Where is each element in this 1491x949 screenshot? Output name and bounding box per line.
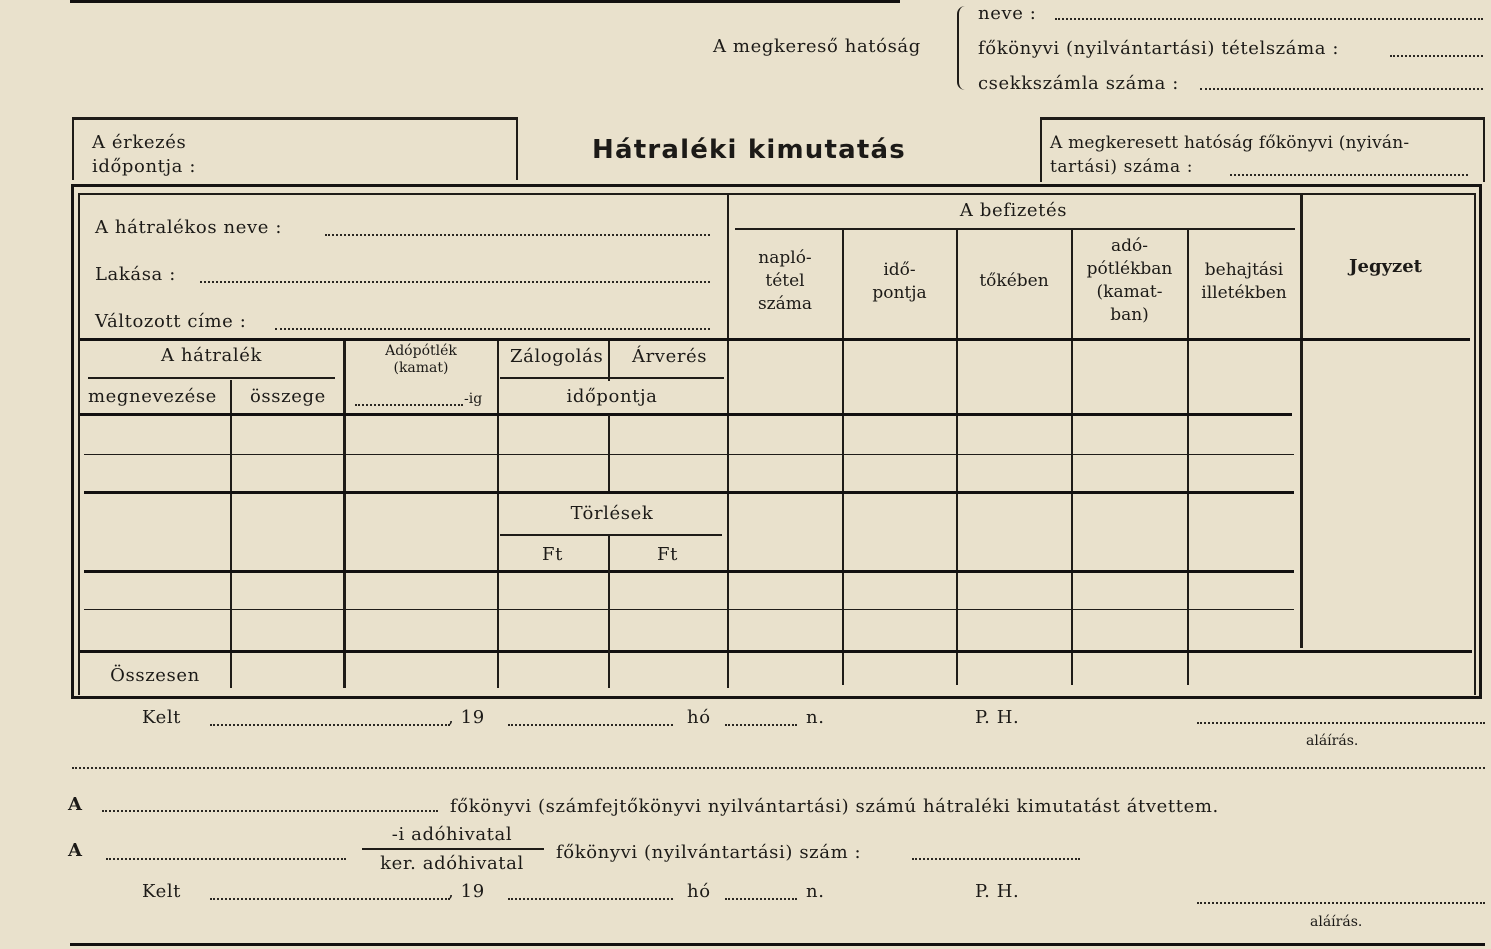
arrival-box	[72, 117, 518, 180]
journal-header	[728, 247, 842, 316]
arrival-line1: A érkezés	[92, 132, 187, 153]
payment-sub-rule	[735, 228, 1295, 230]
total-label: Összesen	[110, 665, 200, 686]
enforcement-line2: illetékben	[1201, 283, 1287, 303]
receipt-text-2: főkönyvi (nyilvántartási) szám :	[556, 842, 862, 863]
page-title: Hátraléki kimutatás	[592, 135, 906, 165]
day-field-1[interactable]	[725, 724, 797, 726]
arrival-line2: időpontja :	[92, 156, 197, 177]
ph-label-1: P. H.	[975, 707, 1020, 728]
fraction-top: -i adóhivatal	[391, 824, 513, 845]
tax-surcharge-header	[345, 343, 497, 377]
requested-line1: A megkeresett hatóság főkönyvi (nyiván-	[1050, 133, 1410, 153]
date-line2: pontja	[872, 283, 927, 303]
authority-name-label: neve :	[978, 3, 1037, 24]
receipt-number-field[interactable]	[102, 810, 438, 812]
payment-header: A befizetés	[959, 200, 1068, 221]
col-seizure-right-top	[608, 341, 610, 381]
year-field-1[interactable]	[508, 724, 673, 726]
surcharge-header	[1072, 235, 1187, 327]
month-label-2: hó	[687, 881, 711, 902]
signature-label-2: aláírás.	[1310, 914, 1363, 930]
arrears-sub-rule	[88, 377, 335, 379]
fraction-bottom: ker. adóhivatal	[380, 853, 524, 874]
fraction-rule	[362, 848, 544, 850]
receipt-a-1: A	[68, 794, 83, 815]
office-name-field[interactable]	[106, 858, 346, 860]
authority-label: A megkereső hatóság	[713, 36, 921, 57]
row-rule-1	[80, 413, 1292, 416]
receipt-text-1: főkönyvi (számfejtőkönyvi nyilvántartási) számú hátraléki kimutatást átvettem.	[450, 796, 1219, 817]
month-label-1: hó	[687, 707, 711, 728]
col-name-right	[230, 380, 232, 688]
tax-surcharge-line1: Adópótlék	[385, 343, 457, 359]
day-field-2[interactable]	[725, 898, 797, 900]
ph-label-2: P. H.	[975, 881, 1020, 902]
kelt-place-field-1[interactable]	[210, 724, 450, 726]
signature-label-1: aláírás.	[1306, 733, 1359, 749]
kelt-place-field-2[interactable]	[210, 898, 450, 900]
cancellations-rule	[500, 534, 722, 536]
separator-dotted	[72, 767, 1485, 769]
top-rule	[70, 0, 900, 3]
row-rule-total	[80, 650, 1472, 653]
enforcement-line1: behajtási	[1204, 260, 1284, 280]
requested-number-field[interactable]	[1230, 174, 1468, 176]
until-field[interactable]	[355, 404, 463, 406]
changed-address-label: Változott címe :	[95, 311, 247, 332]
note-header: Jegyzet	[1348, 256, 1422, 277]
receipt-a-2: A	[68, 840, 83, 861]
signature-field-2[interactable]	[1197, 902, 1485, 904]
col-seizure-body-1	[608, 415, 610, 491]
auction-header: Árverés	[632, 346, 708, 367]
cancellations-header: Törlések	[570, 503, 654, 524]
changed-address-field[interactable]	[275, 328, 710, 330]
row-inner-1	[84, 454, 1294, 455]
date-header	[843, 259, 956, 305]
arrears-amount-header: összege	[250, 386, 326, 407]
ledger-field-2[interactable]	[912, 858, 1080, 860]
day-label-1: n.	[806, 707, 825, 728]
address-label: Lakása :	[95, 264, 176, 285]
time-header: időpontja	[566, 386, 658, 407]
journal-line2: tétel	[765, 271, 805, 291]
row-rule-2	[84, 491, 1294, 494]
address-field[interactable]	[200, 281, 710, 283]
debtor-name-field[interactable]	[325, 234, 710, 236]
ledger-number-field[interactable]	[1390, 55, 1483, 57]
brace	[957, 6, 967, 90]
authority-name-field[interactable]	[1055, 18, 1483, 20]
header-bottom-rule	[80, 338, 1470, 341]
col-line-2	[956, 230, 958, 685]
surcharge-line3: (kamat-	[1096, 282, 1163, 302]
row-inner-2	[84, 609, 1294, 610]
capital-header: tőkében	[979, 271, 1049, 291]
col-arrears-right	[343, 341, 346, 688]
bottom-rule	[70, 943, 1485, 946]
check-account-field[interactable]	[1200, 88, 1483, 90]
ledger-number-label: főkönyvi (nyilvántartási) tételszáma :	[978, 38, 1340, 59]
until-suffix: -ig	[464, 391, 483, 407]
surcharge-line4: ban)	[1110, 305, 1149, 325]
debtor-name-label: A hátralékos neve :	[95, 217, 282, 238]
requested-line2: tartási) száma :	[1050, 157, 1194, 177]
row-rule-3	[84, 570, 1294, 573]
arrears-header: A hátralék	[161, 345, 262, 366]
kelt-label-1: Kelt	[142, 707, 182, 728]
kelt-label-2: Kelt	[142, 881, 182, 902]
ft-header-2: Ft	[657, 544, 678, 565]
surcharge-line1: adó-	[1111, 236, 1148, 256]
seizure-sub-rule	[500, 377, 724, 379]
check-account-label: csekkszámla száma :	[978, 73, 1179, 94]
enforcement-header	[1188, 259, 1300, 305]
signature-field-1[interactable]	[1197, 722, 1485, 724]
day-label-2: n.	[806, 881, 825, 902]
journal-line1: napló-	[758, 248, 812, 268]
arrears-name-header: megnevezése	[88, 386, 217, 407]
year-label-2: , 19	[448, 881, 485, 902]
tax-surcharge-line2: (kamat)	[393, 360, 449, 376]
date-line1: idő-	[883, 260, 916, 280]
requested-box	[1040, 117, 1485, 182]
journal-line3: száma	[757, 294, 813, 314]
ft-header-1: Ft	[542, 544, 563, 565]
year-field-2[interactable]	[508, 898, 673, 900]
seizure-header: Zálogolás	[510, 346, 604, 367]
year-label-1: , 19	[448, 707, 485, 728]
surcharge-line2: pótlékban	[1086, 259, 1173, 279]
